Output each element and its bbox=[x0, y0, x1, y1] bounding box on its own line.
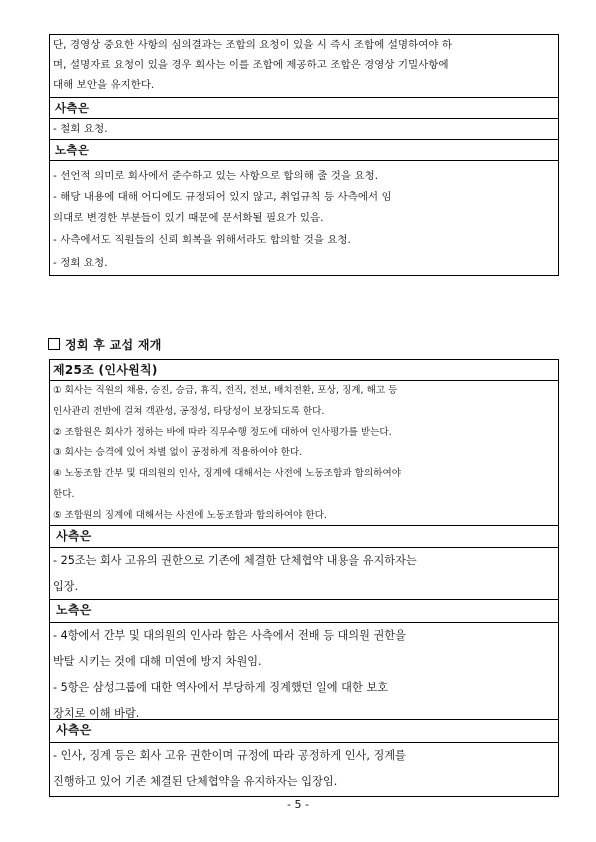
text-line: 진행하고 있어 기존 체결된 단체협약을 유지하자는 입장임. bbox=[53, 775, 338, 788]
text-line: 대해 보안을 유지한다. bbox=[53, 79, 155, 91]
company-rebuttal-header: 사측은 bbox=[50, 720, 558, 743]
checkbox-square-icon bbox=[48, 338, 60, 350]
company-position-header: 사측은 bbox=[50, 526, 558, 548]
text-line: - 인사, 징계 등은 회사 고유 권한이며 규정에 따라 공정하게 인사, 징계를 bbox=[53, 749, 406, 762]
clause-line: ⑤ 조합원의 징계에 대해서는 사전에 노동조합과 합의하여야 한다. bbox=[53, 509, 327, 521]
text-line: 단, 경영상 중요한 사항의 심의결과는 조합의 요청이 있을 시 즉시 조합에 설명하여야 하 bbox=[53, 39, 453, 51]
clause-line: ① 회사는 직원의 채용, 승진, 승급, 휴직, 전직, 전보, 배치전환, 포상, 징계, 해고 등 bbox=[53, 385, 398, 396]
company-position-text bbox=[50, 548, 558, 600]
article-clauses bbox=[50, 381, 558, 526]
text-line: - 해당 내용에 대해 어디에도 규정되어 있지 않고, 취업규칙 등 사측에서 임 bbox=[53, 191, 392, 203]
text-line: 의대로 변경한 부분들이 있기 때문에 문서화될 필요가 있음. bbox=[53, 212, 324, 224]
clause-line: ④ 노동조합 간부 및 대의원의 인사, 징계에 대해서는 사전에 노동조합과 합의하여야 bbox=[53, 468, 401, 480]
union-position-text bbox=[50, 161, 558, 275]
text-line: - 사측에서도 직원들의 신뢰 회복을 위해서라도 합의할 것을 요청. bbox=[53, 234, 352, 246]
continued-negotiation-table bbox=[49, 34, 559, 276]
company-rebuttal-text bbox=[50, 743, 558, 796]
clause-line: 인사관리 전반에 걸쳐 객관성, 공정성, 타당성이 보장되도록 한다. bbox=[53, 405, 325, 417]
page-number: - 5 - bbox=[287, 798, 309, 811]
text-line: - 철회 요청. bbox=[53, 123, 108, 135]
clause-line: ③ 회사는 승격에 있어 차별 없이 공정하게 적용하여야 한다. bbox=[53, 447, 303, 459]
article-title: 제25조 (인사원칙) bbox=[50, 360, 558, 381]
clause-continuation bbox=[50, 35, 558, 98]
section-title bbox=[48, 336, 162, 354]
company-position-header: 사측은 bbox=[50, 98, 558, 119]
text-line: 박탈 시키는 것에 대해 미연에 방지 차원임. bbox=[53, 655, 262, 668]
section-title-text: 정회 후 교섭 재개 bbox=[65, 338, 162, 352]
text-line: - 4항에서 간부 및 대의원의 인사라 함은 사측에서 전배 등 대의원 권한을 bbox=[53, 629, 406, 642]
text-line: - 5항은 삼성그룹에 대한 역사에서 부당하게 징계했던 일에 대한 보호 bbox=[53, 681, 388, 694]
text-line: 입장. bbox=[53, 580, 79, 593]
union-position-header: 노측은 bbox=[50, 600, 558, 623]
text-line: 며, 설명자료 요청이 있을 경우 회사는 이를 조합에 제공하고 조합은 경영상 기밀사항에 bbox=[53, 59, 449, 71]
text-line: 장치로 이해 바람. bbox=[53, 707, 140, 720]
text-line: - 정회 요청. bbox=[53, 257, 108, 269]
union-position-header: 노측은 bbox=[50, 140, 558, 161]
text-line: - 선언적 의미로 회사에서 준수하고 있는 사항으로 합의해 줄 것을 요청. bbox=[53, 170, 379, 182]
union-position-text bbox=[50, 623, 558, 720]
clause-line: ② 조합원은 회사가 정하는 바에 따라 직무수행 정도에 대하여 인사평가를 받는다. bbox=[53, 426, 392, 438]
article-25-table bbox=[49, 359, 559, 797]
company-position-text bbox=[50, 119, 558, 140]
text-line: - 25조는 회사 고유의 권한으로 기존에 체결한 단체협약 내용을 유지하자는 bbox=[53, 554, 417, 567]
clause-line: 한다. bbox=[53, 488, 75, 500]
